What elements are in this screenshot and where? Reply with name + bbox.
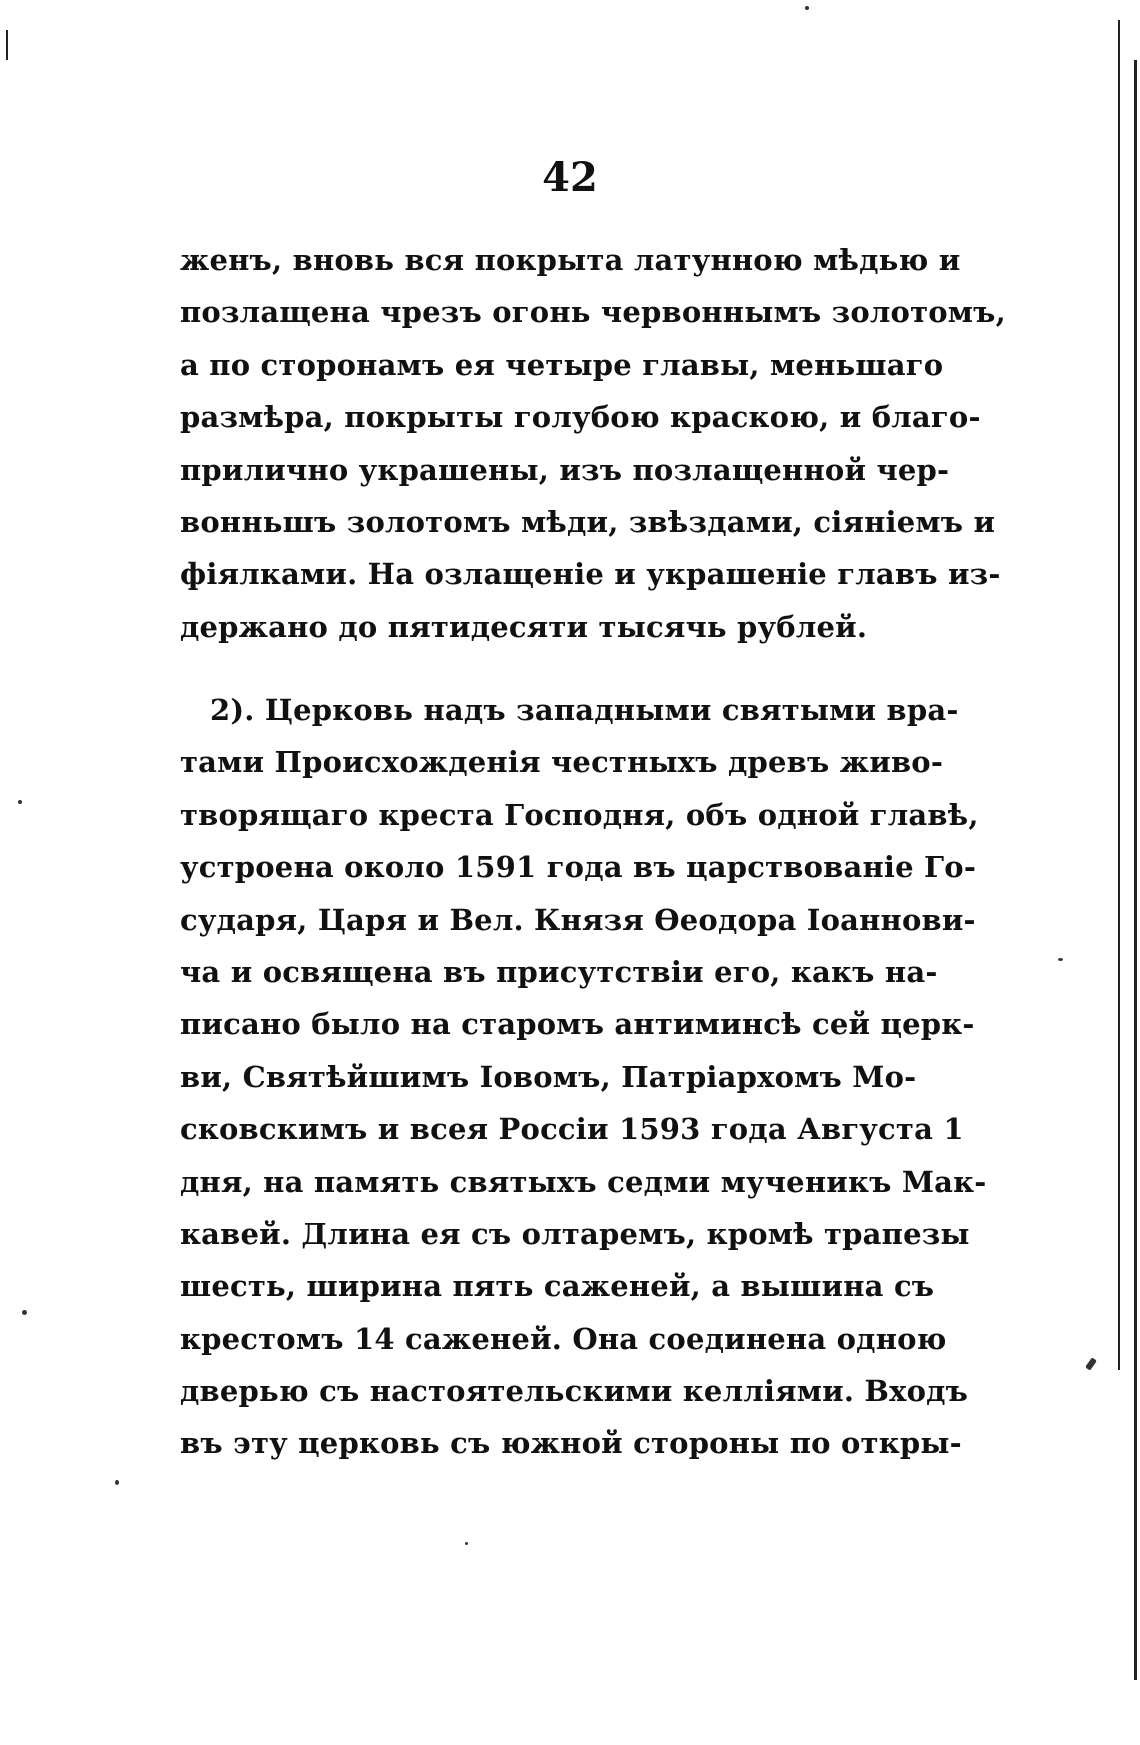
text-line: дверью съ настоятельскими келліями. Входъ bbox=[180, 1374, 969, 1409]
paragraph-continuation bbox=[180, 234, 1006, 653]
text-line: кавей. Длина ея съ олтаремъ, кромѣ трапезы bbox=[180, 1216, 970, 1251]
scan-speck bbox=[18, 800, 22, 804]
text-line: 2). Церковь надъ западными святыми вра- bbox=[210, 693, 959, 727]
text-line: размѣра, покрыты голубою краскою, и благо- bbox=[180, 400, 981, 435]
text-line: въ эту церковь съ южной стороны по откры- bbox=[180, 1426, 962, 1461]
text-line: женъ, вновь вся покрыта латунною мѣдью и bbox=[180, 243, 961, 277]
scan-edge-line bbox=[6, 30, 8, 60]
text-line: сковскимъ и всея Россіи 1593 года Августа 1 bbox=[180, 1112, 964, 1147]
text-line: тами Происхожденія честныхъ древъ живо- bbox=[180, 745, 944, 780]
text-line: писано было на старомъ антиминсѣ сей церк- bbox=[180, 1007, 975, 1042]
scan-speck bbox=[805, 6, 809, 10]
scan-speck bbox=[1085, 1357, 1097, 1370]
scan-speck bbox=[22, 1310, 27, 1315]
page-number: 42 bbox=[542, 154, 598, 201]
text-line: фіялками. На озлащеніе и украшеніе главъ из- bbox=[180, 557, 1001, 592]
text-line: шесть, ширина пять саженей, а вышина съ bbox=[180, 1269, 935, 1304]
text-line: вонньшъ золотомъ мѣди, звѣздами, сіяніемъ и bbox=[180, 504, 996, 539]
text-line: дня, на память святыхъ седми мученикъ Мак- bbox=[180, 1164, 987, 1199]
text-line: позлащена чрезъ огонь червоннымъ золотомъ, bbox=[180, 295, 1006, 330]
text-line: творящаго креста Господня, объ одной главѣ, bbox=[180, 797, 979, 832]
text-line: прилично украшены, изъ позлащенной чер- bbox=[180, 452, 950, 487]
text-line: а по сторонамъ ея четыре главы, меньшаго bbox=[180, 347, 944, 382]
text-line: ча и освящена въ присутствіи его, какъ на- bbox=[180, 954, 938, 989]
scan-speck bbox=[1058, 958, 1063, 961]
text-line: ви, Святѣйшимъ Іовомъ, Патріархомъ Мо- bbox=[180, 1059, 917, 1094]
text-line: сударя, Царя и Вел. Князя Ѳеодора Іоаннови- bbox=[180, 902, 976, 937]
paragraph-church-description bbox=[180, 684, 987, 1470]
text-line: держано до пятидесяти тысячь рублей. bbox=[180, 609, 868, 644]
scan-edge-line bbox=[1134, 60, 1137, 1680]
text-line: крестомъ 14 саженей. Она соединена одною bbox=[180, 1321, 947, 1356]
scan-edge-line bbox=[1118, 20, 1120, 1370]
scan-speck bbox=[465, 1542, 468, 1545]
text-line: устроена около 1591 года въ царствованіе Го- bbox=[180, 850, 977, 885]
scan-speck bbox=[115, 1480, 119, 1485]
